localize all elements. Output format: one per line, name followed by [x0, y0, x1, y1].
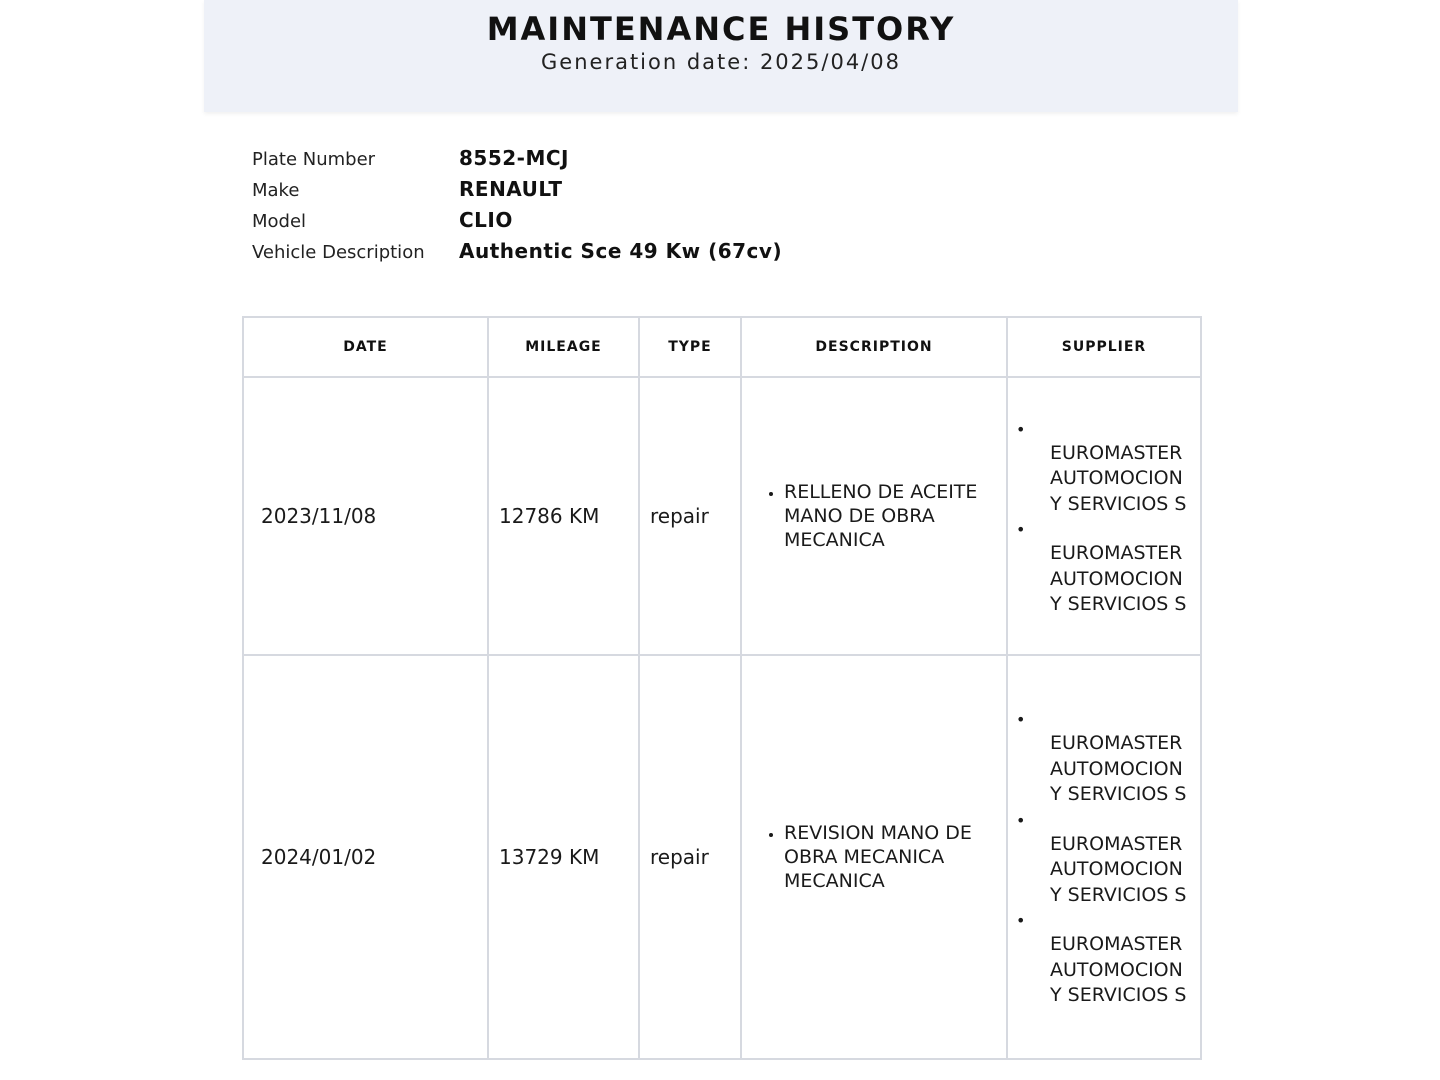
date-cell: 2023/11/08 [243, 377, 488, 655]
generation-date: Generation date: 2025/04/08 [541, 50, 901, 74]
supplier-list [1008, 705, 1200, 1009]
vehicle-description-value: Authentic Sce 49 Kw (67cv) [459, 239, 783, 263]
supplier-cell [1007, 377, 1201, 655]
plate-label: Plate Number [252, 149, 376, 170]
supplier-name: EUROMASTER AUTOMOCION Y SERVICIOS S [1050, 732, 1187, 806]
column-header-date: DATE [243, 317, 488, 377]
supplier-item [1008, 810, 1200, 909]
date-cell: 2024/01/02 [243, 655, 488, 1059]
bullet-icon: • [1016, 911, 1026, 931]
model-value: CLIO [459, 208, 513, 232]
supplier-name: EUROMASTER AUTOMOCION Y SERVICIOS S [1050, 933, 1187, 1007]
description-item: • RELLENO DE ACEITE MANO DE OBRA MECANICA [784, 480, 1000, 552]
description-list [752, 480, 1000, 552]
model-row [252, 208, 782, 239]
column-header-supplier: SUPPLIER [1007, 317, 1201, 377]
description-cell [741, 655, 1007, 1059]
bullet-icon: • [1016, 520, 1026, 539]
table-header-row [243, 317, 1201, 377]
type-cell: repair [639, 655, 741, 1059]
table-row [243, 655, 1201, 1059]
supplier-name: EUROMASTER AUTOMOCION Y SERVICIOS S [1050, 832, 1187, 906]
maintenance-table [242, 316, 1202, 1060]
supplier-name: EUROMASTER AUTOMOCION Y SERVICIOS S [1050, 542, 1187, 615]
description-item: • REVISION MANO DE OBRA MECANICA MECANICA [784, 821, 1000, 893]
description-cell [741, 377, 1007, 655]
page-title: MAINTENANCE HISTORY [486, 10, 956, 48]
column-header-description: DESCRIPTION [741, 317, 1007, 377]
plate-value: 8552-MCJ [459, 146, 569, 170]
table-row [243, 377, 1201, 655]
supplier-name: EUROMASTER AUTOMOCION Y SERVICIOS S [1050, 441, 1187, 515]
make-value: RENAULT [459, 177, 563, 201]
mileage-cell: 12786 KM [488, 377, 639, 655]
supplier-item [1008, 419, 1200, 518]
type-cell: repair [639, 377, 741, 655]
supplier-list [1008, 415, 1200, 618]
make-label: Make [252, 180, 300, 201]
vehicle-description-label: Vehicle Description [252, 242, 425, 263]
supplier-item [1008, 710, 1200, 808]
supplier-item [1008, 520, 1200, 618]
model-label: Model [252, 211, 307, 232]
vehicle-info [252, 146, 782, 270]
bullet-icon: • [1016, 419, 1026, 439]
make-row [252, 177, 782, 208]
bullet-icon: • [1016, 810, 1026, 830]
description-list [752, 821, 1000, 893]
supplier-cell [1007, 655, 1201, 1059]
column-header-type: TYPE [639, 317, 741, 377]
column-header-mileage: MILEAGE [488, 317, 639, 377]
plate-row [252, 146, 782, 177]
mileage-cell: 13729 KM [488, 655, 639, 1059]
report-header [204, 0, 1238, 112]
bullet-icon: • [1016, 710, 1026, 730]
supplier-item [1008, 911, 1200, 1009]
vehicle-description-row [252, 239, 782, 270]
